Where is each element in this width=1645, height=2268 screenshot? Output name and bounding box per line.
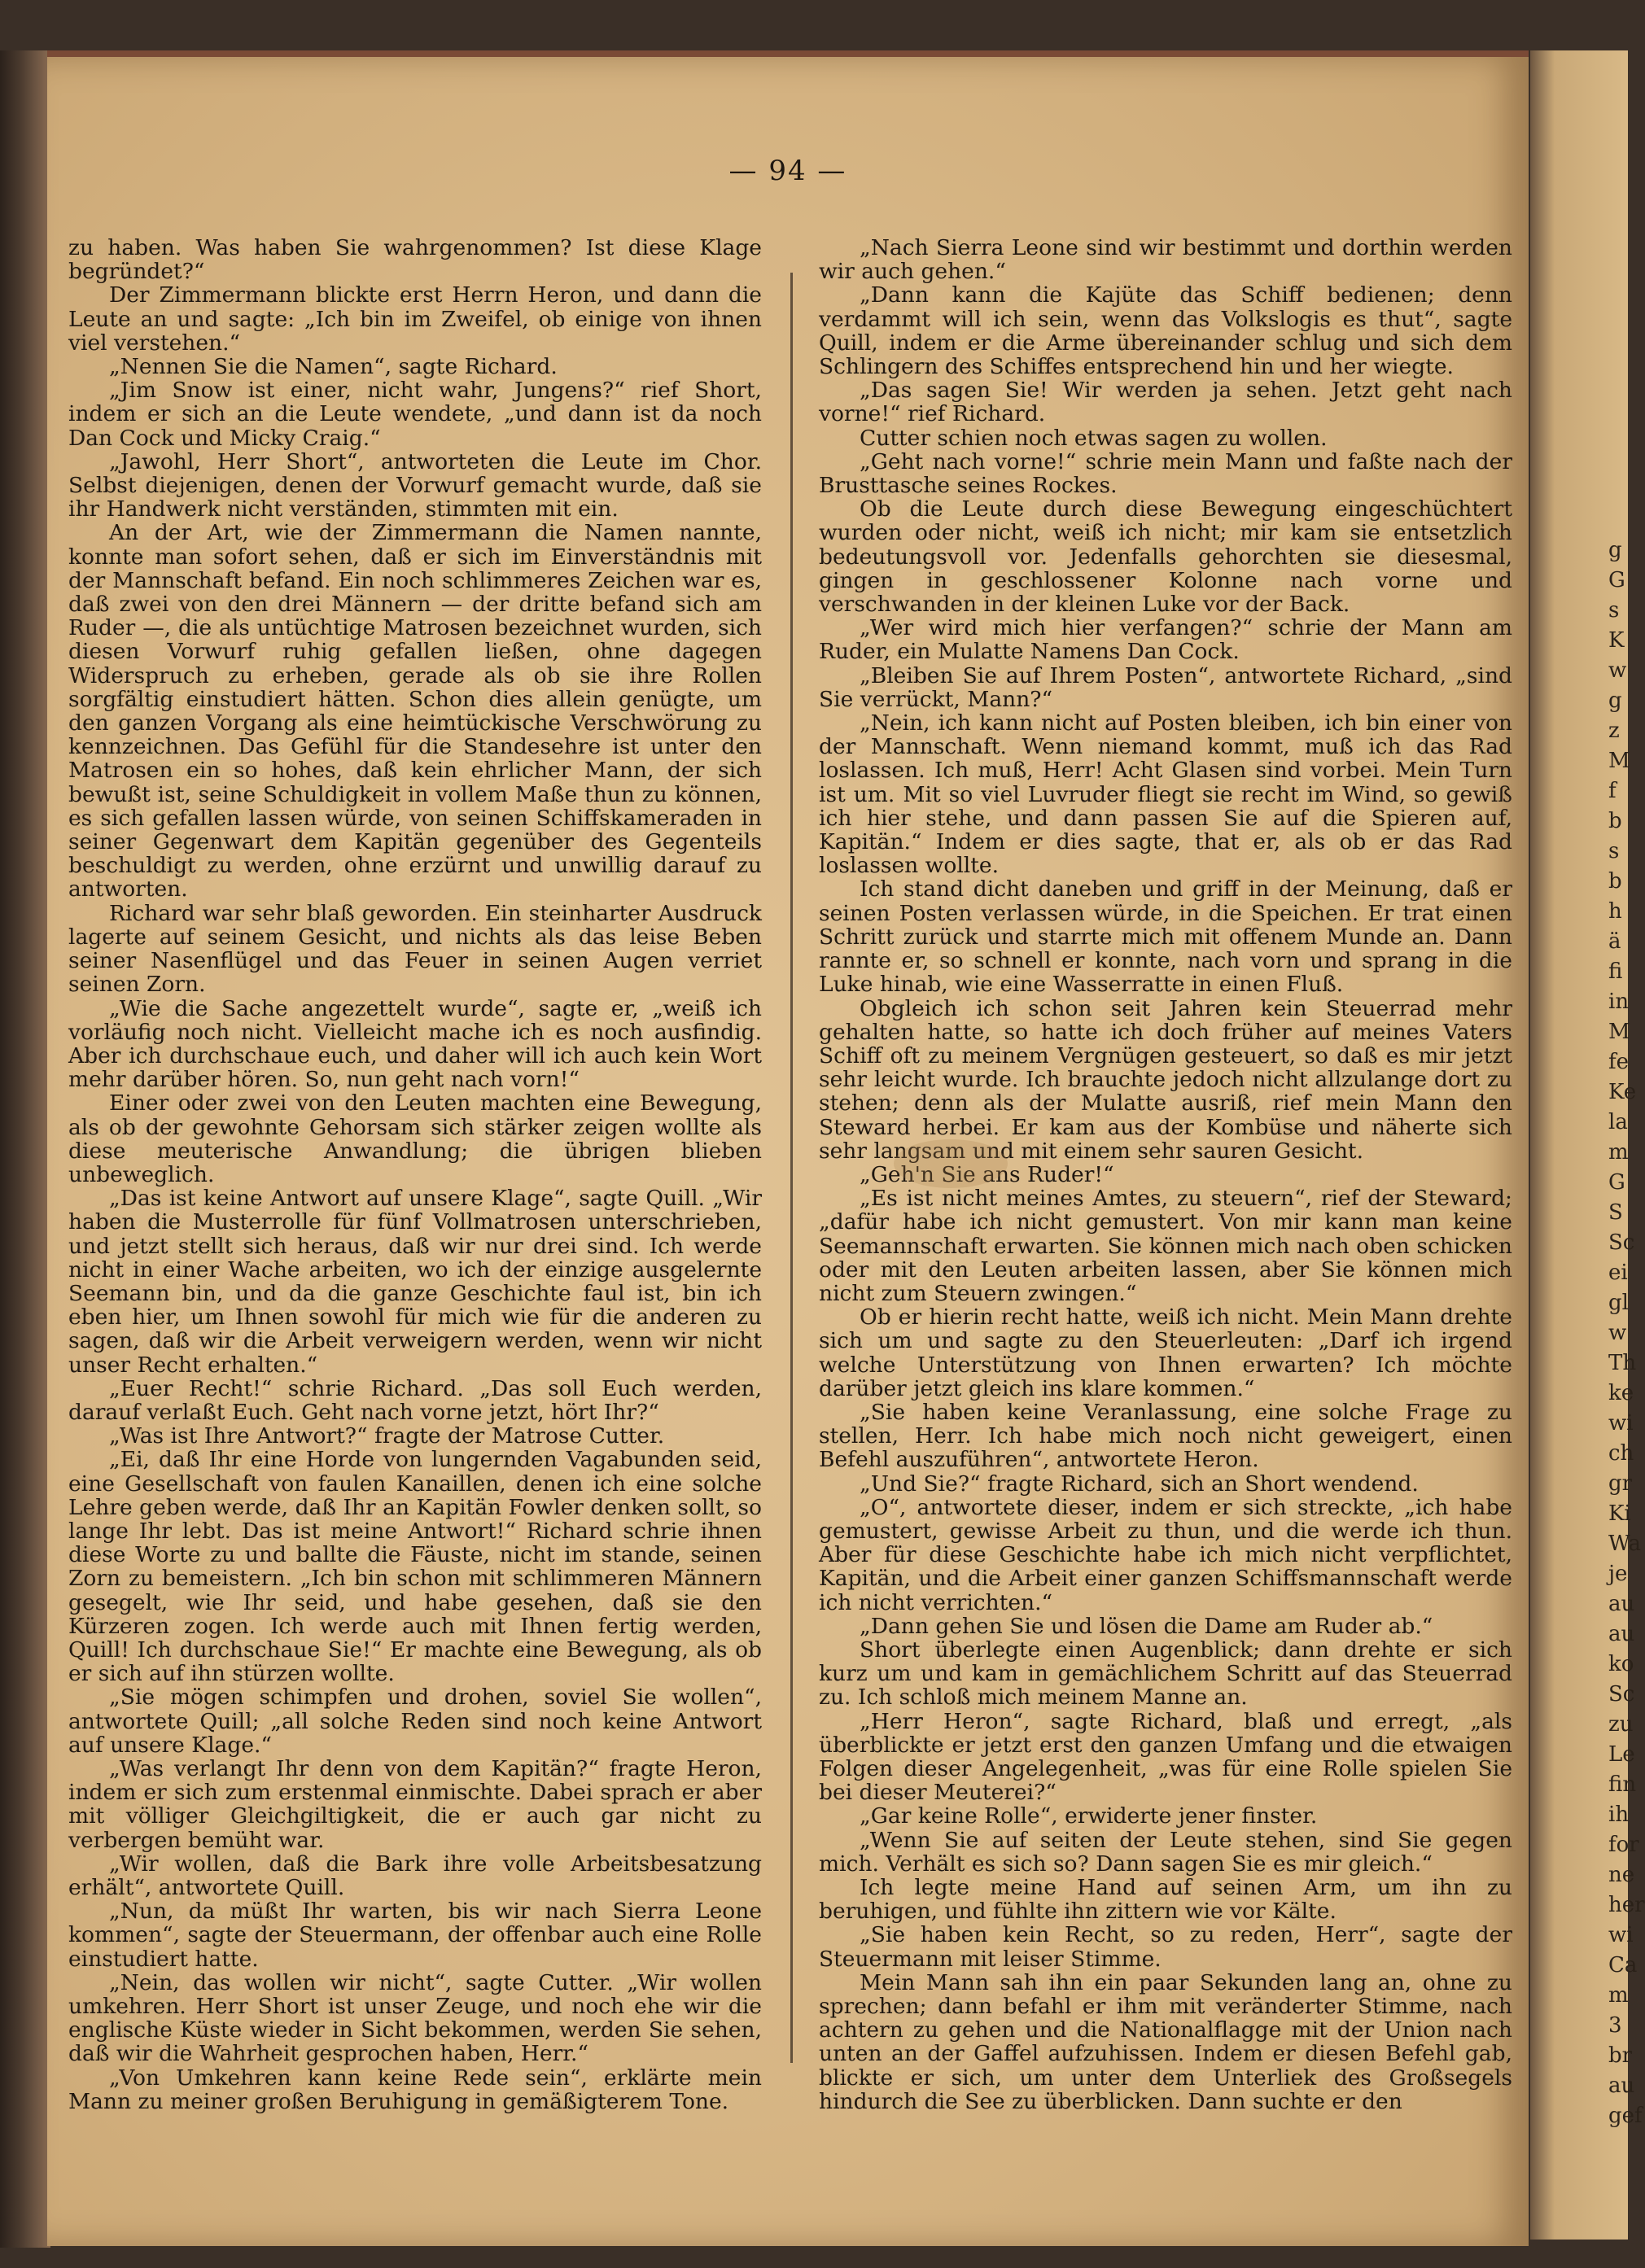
adjacent-page-fragment: M — [1608, 1020, 1630, 1044]
adjacent-page-fragment: for — [1608, 1833, 1639, 1857]
adjacent-page-fragment: fin — [1608, 1772, 1637, 1797]
paragraph: „Wenn Sie auf seiten der Leute stehen, sind Sie gegen mich. Verhält es sich so? Dann sagen Sie es mir gleich.“ — [819, 1827, 1512, 1877]
adjacent-page-fragment: Ki — [1608, 1501, 1631, 1526]
paragraph: „Ei, daß Ihr eine Horde von lungernden Vagabunden seid, eine Gesellschaft von faulen Kanaillen, denen ich eine solche Lehre geben werde, daß Ihr an Kapitän Fowler denken sollt, so lange Ihr lebt. Das ist meine Antwort!“ Richard schrie ihnen diese Worte zu und ballte die Fäuste, nicht im stande, seinen Zorn zu bemeistern. „Ich bin schon mit schlimmeren Männern gesegelt, wie Ihr seid, und habe gesehen, daß sie den Kürzeren zogen. Ich werde auch mit Ihnen fertig werden, Quill! Ich durchschaue Sie!“ Er machte eine Bewegung, als ob er sich auf ihn stürzen wollte. — [68, 1447, 762, 1687]
paragraph: „Jawohl, Herr Short“, antworteten die Leute im Chor. Selbst diejenigen, denen der Vorwurf gemacht wurde, daß sie ihr Handwerk nicht verständen, stimmten mit ein. — [68, 448, 762, 522]
page-number: — 94 — — [728, 155, 847, 187]
adjacent-page-fragment: g — [1608, 688, 1622, 713]
adjacent-page-fragment: m — [1608, 1140, 1629, 1165]
adjacent-page-fragment: Le — [1608, 1742, 1635, 1767]
adjacent-page-fragment: b — [1608, 869, 1622, 894]
adjacent-page-fragment: zu — [1608, 1712, 1634, 1737]
paper-stain — [894, 1139, 1008, 1188]
paragraph: „O“, antwortete dieser, indem er sich streckte, „ich habe gemustert, gewisse Arbeit zu thun, und die werde ich thun. Aber für diese Geschichte habe ich mich nicht verpflichtet, Kapitän, und die Arbeit einer ganzen Schiffsmannschaft werde ich nicht verrichten.“ — [819, 1494, 1512, 1615]
paragraph: „Von Umkehren kann keine Rede sein“, erklärte mein Mann zu meiner großen Beruhigung in gemäßigterem Tone. — [68, 2065, 762, 2114]
adjacent-page-fragment: w — [1608, 1321, 1627, 1345]
paragraph: „Dann gehen Sie und lösen die Dame am Ruder ab.“ — [860, 1613, 1433, 1639]
adjacent-page-fragment: 3 — [1608, 2013, 1622, 2038]
adjacent-page-fragment: her — [1608, 1893, 1645, 1917]
paragraph: „Was verlangt Ihr denn von dem Kapitän?“ fragte Heron, indem er sich zum erstenmal einmischte. Dabei sprach er aber mit völliger Gleichgiltigkeit, die er auch gar nicht zu verbergen bemüht war. — [68, 1756, 762, 1853]
adjacent-page-fragment: z — [1608, 719, 1620, 743]
column-divider — [790, 273, 793, 2063]
paragraph: „Jim Snow ist einer, nicht wahr, Jungens?“ rief Short, indem er sich an die Leute wendete, „und dann ist da noch Dan Cock und Micky Craig.“ — [68, 378, 762, 451]
adjacent-page-fragment: ne — [1608, 1863, 1635, 1887]
paragraph: „Geh'n Sie ans Ruder!“ — [860, 1161, 1114, 1187]
paragraph: Ob er hierin recht hatte, weiß ich nicht. Mein Mann drehte sich um und sagte zu den Steuerleuten: „Darf ich irgend welche Unterstützung von Ihnen erwarten? Ich möchte darüber jetzt gleich ins klare kommen.“ — [819, 1304, 1512, 1401]
paragraph: „Euer Recht!“ schrie Richard. „Das soll Euch werden, darauf verlaßt Euch. Geht nach vorne jetzt, hört Ihr?“ — [68, 1375, 762, 1425]
adjacent-page-fragment: fe — [1608, 1050, 1630, 1074]
paragraph: „Bleiben Sie auf Ihrem Posten“, antwortete Richard, „sind Sie verrückt, Mann?“ — [819, 662, 1512, 712]
paragraph: Cutter schien noch etwas sagen zu wollen. — [860, 425, 1328, 451]
adjacent-page-fragment: au — [1608, 1622, 1635, 1646]
adjacent-page-fragment: la — [1608, 1110, 1628, 1134]
paragraph: „Wir wollen, daß die Bark ihre volle Arbeitsbesatzung erhält“, antwortete Quill. — [68, 1851, 762, 1901]
paragraph: „Das sagen Sie! Wir werden ja sehen. Jetzt geht nach vorne!“ rief Richard. — [819, 378, 1512, 427]
paragraph: „Herr Heron“, sagte Richard, blaß und erregt, „als überblickte er jetzt erst den ganzen Umfang und die etwaigen Folgen dieser Angelegenheit, „was für eine Rolle spielen Sie bei dieser Meuterei?“ — [819, 1708, 1512, 1806]
paragraph: Ich stand dicht daneben und griff in der Meinung, daß er seinen Posten verlassen würde, in die Speichen. Er trat einen Schritt zurück und starrte mich mit offenem Munde an. Dann rannte er, so schnell er konnte, nach vorn und sprang in die Luke hinab, wie eine Wasserratte in einen Fluß. — [819, 876, 1512, 998]
adjacent-page-fragment: gr — [1608, 1471, 1633, 1496]
paragraph: Obgleich ich schon seit Jahren kein Steuerrad mehr gehalten hatte, so hatte ich doch früher auf meines Vaters Schiff oft zu meinem Vergnügen gesteuert, so daß es mir jetzt sehr leicht wurde. Ich brauchte jedoch nicht allzulange dort zu stehen; denn als der Mulatte ausriß, rief mein Mann den Steward herbei. Er kam aus der Kombüse und näherte sich sehr langsam und mit einem sehr sauren Gesicht. — [819, 995, 1512, 1164]
adjacent-page-fragment: ä — [1608, 929, 1621, 954]
adjacent-page-fragment: gl — [1608, 1291, 1629, 1315]
paragraph: „Dann kann die Kajüte das Schiff bedienen; denn verdammt will ich sein, wenn das Volkslogis es thut“, sagte Quill, indem er die Arme übereinander schlug und sich dem Schlingern des Schiffes entsprechend hin und her wiegte. — [819, 282, 1512, 380]
paragraph: Mein Mann sah ihn ein paar Sekunden lang an, ohne zu sprechen; dann befahl er ihm mit veränderter Stimme, nach achtern zu gehen und die Nationalflagge mit der Union nach unten an der Gaffel aufzuhissen. Indem er diesen Befehl gab, blickte er sich, um unter dem Unterliek des Großsegels hindurch die See zu überblicken. Dann suchte er den — [819, 1969, 1512, 2114]
adjacent-page-fragment: ei — [1608, 1261, 1628, 1285]
adjacent-page-fragment: ch — [1608, 1441, 1634, 1466]
paragraph: „Sie haben kein Recht, so zu reden, Herr“, sagte der Steuermann mit leiser Stimme. — [819, 1922, 1512, 1972]
adjacent-page-fragment: s — [1608, 598, 1620, 623]
paragraph: An der Art, wie der Zimmermann die Namen nannte, konnte man sofort sehen, daß er sich im Einverständnis mit der Mannschaft befand. Ein noch schlimmeres Zeichen war es, daß zwei von den drei Männern — der dritte befand sich am Ruder —, die als untüchtige Matrosen bezeichnet wurden, sich diesen Vorwurf ruhig gefallen ließen, ohne dagegen Widerspruch zu erheben, gerade als ob sie ihre Rollen sorgfältig einstudiert hätten. Schon dies allein genügte, um den ganzen Vorgang als eine heimtückische Verschwörung zu kennzeichnen. Das Gefühl für die Standesehre ist unter den Matrosen ein so hohes, daß kein ehrlicher Mann, der sich bewußt ist, seine Schuldigkeit in vollem Maße thun zu können, es sich gefallen lassen würde, von seinen Schiffskameraden in seiner Gegenwart dem Kapitän gegenüber des Gegenteils beschuldigt zu werden, ohne erzürnt und unwillig darauf zu antworten. — [68, 520, 762, 902]
adjacent-page-fragment: g — [1608, 538, 1622, 562]
paragraph: „Und Sie?“ fragte Richard, sich an Short wendend. — [860, 1470, 1419, 1497]
paragraph: Ob die Leute durch diese Bewegung eingeschüchtert wurden oder nicht, weiß ich nicht; mir kam sie entsetzlich bedeutungsvoll vor. Jedenfalls gehorchten sie diesesmal, gingen in geschlossener Kolonne nach vorne und verschwanden in der kleinen Luke vor der Back. — [819, 496, 1512, 618]
paragraph: „Nach Sierra Leone sind wir bestimmt und dorthin werden wir auch gehen.“ — [819, 235, 1512, 285]
adjacent-page-fragment: Ca — [1608, 1953, 1638, 1977]
paragraph: „Nennen Sie die Namen“, sagte Richard. — [109, 354, 558, 380]
adjacent-page-fragment: ko — [1608, 1652, 1634, 1676]
paragraph: „Wer wird mich hier verfangen?“ schrie der Mann am Ruder, ein Mulatte Namens Dan Cock. — [819, 615, 1512, 665]
adjacent-page-fragment: au — [1608, 2074, 1635, 2098]
adjacent-page-fragment: au — [1608, 1592, 1635, 1616]
paragraph: Richard war sehr blaß geworden. Ein steinharter Ausdruck lagerte auf seinem Gesicht, und nichts als das leise Beben seiner Nasenflügel und das Feuer in seinen Augen verriet seinen Zorn. — [68, 900, 762, 998]
adjacent-page-fragment: Sc — [1608, 1682, 1635, 1706]
paragraph: Der Zimmermann blickte erst Herrn Heron, und dann die Leute an und sagte: „Ich bin im Zweifel, ob einige von ihnen viel verstehen.“ — [68, 282, 762, 356]
paragraph: „Gar keine Rolle“, erwiderte jener finster. — [860, 1803, 1318, 1829]
paragraph: „Das ist keine Antwort auf unsere Klage“, sagte Quill. „Wir haben die Musterrolle für fünf Vollmatrosen unterschrieben, und jetzt stellt sich heraus, daß wir nur drei sind. Ich werde nicht in einer Wache arbeiten, wo ich der einzige ausgelernte Seemann bin, und da die ganze Geschichte faul ist, bin ich eben hier, um Ihnen sowohl für mich wie für die anderen zu sagen, daß wir die Arbeit verweigern werden, wenn wir nicht unser Recht erhalten.“ — [68, 1186, 762, 1378]
book-binding — [0, 50, 50, 2248]
adjacent-page-fragment: je — [1608, 1562, 1628, 1586]
paragraph: zu haben. Was haben Sie wahrgenommen? Ist diese Klage begründet?“ — [68, 235, 762, 285]
adjacent-page-fragment: wi — [1608, 1923, 1634, 1947]
adjacent-page-fragment: G — [1608, 1170, 1625, 1195]
paragraph: „Sie haben keine Veranlassung, eine solche Frage zu stellen, Herr. Ich habe mich noch nicht geweigert, einen Befehl auszuführen“, antwortete Heron. — [819, 1399, 1512, 1473]
adjacent-page-fragment: h — [1608, 899, 1622, 924]
adjacent-page-fragment: Wa — [1608, 1532, 1641, 1556]
left-text-column — [68, 236, 762, 2113]
paragraph: „Was ist Ihre Antwort?“ fragte der Matrose Cutter. — [109, 1423, 665, 1449]
paragraph: Einer oder zwei von den Leuten machten eine Bewegung, als ob der gewohnte Gehorsam sich stärker zeigen wollte als diese meuterische Anwandlung; die übrigen blieben unbeweglich. — [68, 1090, 762, 1187]
paragraph: Short überlegte einen Augenblick; dann drehte er sich kurz um und kam in gemächlichem Schritt auf das Steuerrad zu. Ich schloß mich meinem Manne an. — [819, 1637, 1512, 1711]
adjacent-page-edge — [1530, 50, 1645, 2240]
adjacent-page-fragment: Ke — [1608, 1080, 1637, 1104]
adjacent-page-fragment: w — [1608, 658, 1627, 683]
adjacent-page-fragment: fi — [1608, 959, 1623, 984]
adjacent-page-fragment: G — [1608, 568, 1625, 592]
paragraph: „Wie die Sache angezettelt wurde“, sagte er, „weiß ich vorläufig noch nicht. Vielleicht mache ich es noch ausfindig. Aber ich durchschaue euch, und daher will ich auch kein Wort mehr darüber hören. So, nun geht nach vorn!“ — [68, 995, 762, 1093]
paragraph: „Nein, das wollen wir nicht“, sagte Cutter. „Wir wollen umkehren. Herr Short ist unser Zeuge, und noch ehe wir die englische Küste wieder in Sicht bekommen, werden Sie sehen, daß wir die Wahrheit gesprochen haben, Herr.“ — [68, 1969, 762, 2067]
adjacent-page-fragment: Sc — [1608, 1230, 1635, 1255]
adjacent-page-fragment: s — [1608, 839, 1620, 863]
adjacent-page-fragment: Th — [1608, 1351, 1637, 1375]
paragraph: „Nun, da müßt Ihr warten, bis wir nach Sierra Leone kommen“, sagte der Steuermann, der offenbar auch eine Rolle einstudiert hatte. — [68, 1899, 762, 1972]
adjacent-page-fragment: wi — [1608, 1411, 1634, 1436]
adjacent-page-fragment: b — [1608, 809, 1622, 833]
adjacent-page-fragment: K — [1608, 628, 1625, 653]
adjacent-page-fragment: in — [1608, 990, 1630, 1014]
paragraph: „Nein, ich kann nicht auf Posten bleiben, ich bin einer von der Mannschaft. Wenn niemand kommt, muß ich das Rad loslassen. Ich muß, Herr! Acht Glasen sind vorbei. Mein Turn ist um. Mit so viel Luvruder fliegt sie recht im Wind, so gewiß ich hier stehe, und dann passen Sie auf die Spieren auf, Kapitän.“ Indem er dies sagte, that er, als ob er das Rad loslassen wollte. — [819, 710, 1512, 879]
paragraph: „Es ist nicht meines Amtes, zu steuern“, rief der Steward; „dafür habe ich nicht gemustert. Von mir kann man keine Seemannschaft erwarten. Sie können mich nach oben schicken oder mit den Leuten arbeiten lassen, aber Sie können mich nicht zum Steuern zwingen.“ — [819, 1186, 1512, 1306]
paragraph: „Geht nach vorne!“ schrie mein Mann und faßte nach der Brusttasche seines Rockes. — [819, 448, 1512, 499]
adjacent-page-fragment: f — [1608, 779, 1617, 803]
paragraph: „Sie mögen schimpfen und drohen, soviel Sie wollen“, antwortete Quill; „all solche Reden sind noch keine Antwort auf unsere Klage.“ — [68, 1685, 762, 1758]
book-page — [47, 50, 1529, 2246]
adjacent-page-fragment: m — [1608, 1983, 1629, 2008]
paragraph: Ich legte meine Hand auf seinen Arm, um ihn zu beruhigen, und fühlte ihn zittern wie vor Kälte. — [819, 1875, 1512, 1925]
adjacent-page-fragment: gef — [1608, 2104, 1643, 2128]
adjacent-page-fragment: ke — [1608, 1381, 1634, 1405]
adjacent-page-fragment: S — [1608, 1200, 1623, 1225]
adjacent-page-fragment: ih — [1608, 1803, 1630, 1827]
adjacent-page-fragment: br — [1608, 2043, 1633, 2068]
adjacent-page-fragment: M — [1608, 749, 1630, 773]
